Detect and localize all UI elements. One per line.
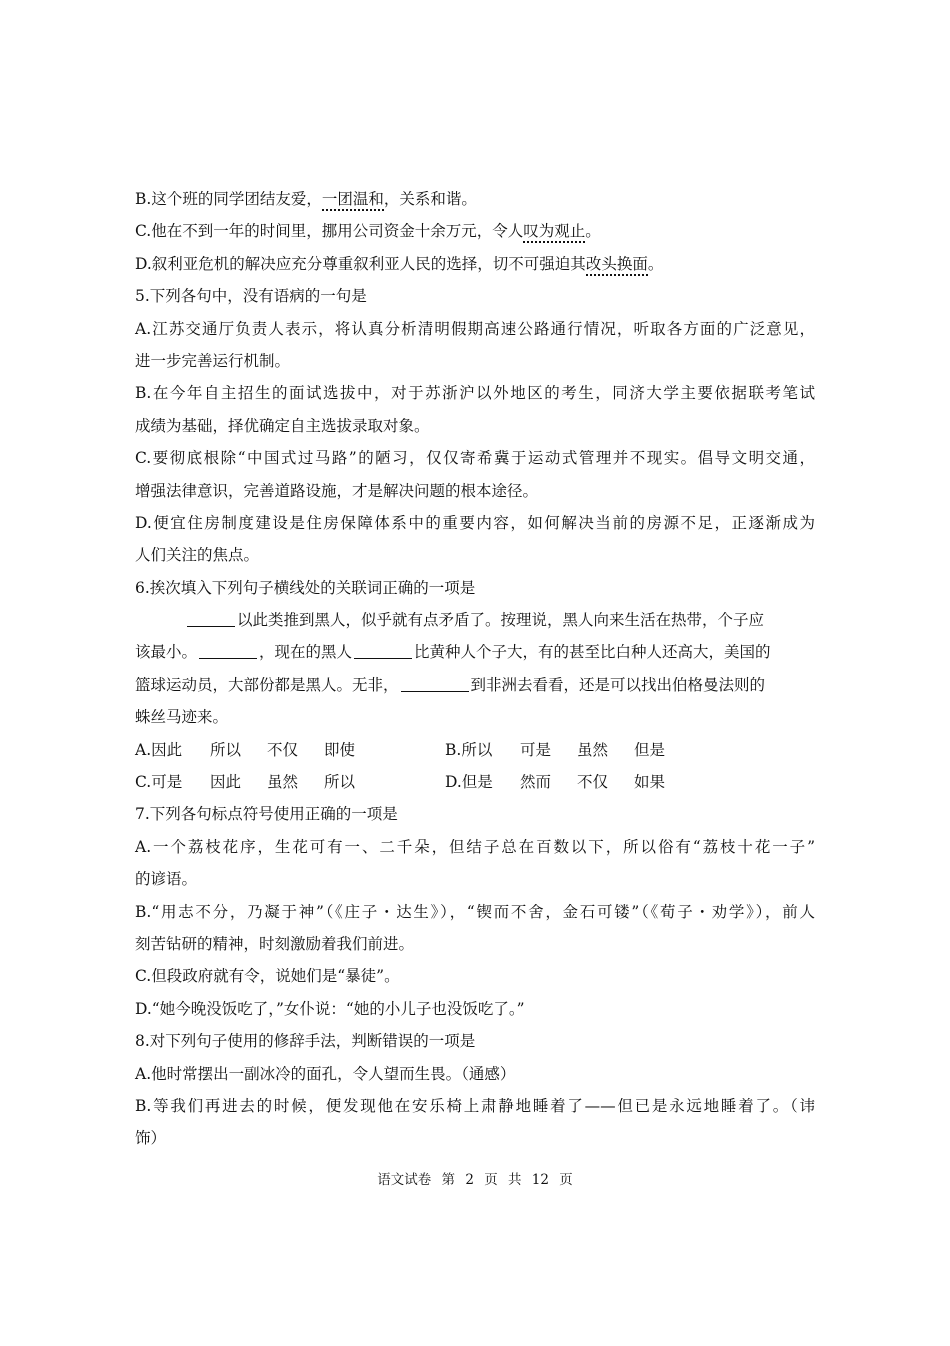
q4-option-c: C.他在不到一年的时间里，挪用公司资金十余万元，令人叹为观止。 [135,215,815,247]
q5-option-d-line1: D.便宜住房制度建设是住房保障体系中的重要内容，如何解决当前的房源不足，正逐渐成为 [135,513,815,532]
q6-passage-line3: 篮球运动员，大部份都是黑人。无非， 到非洲去看看，还是可以找出伯格曼法则的 [135,675,766,694]
q6-option-a: A.因此 所以 不仅 即使 [135,740,356,759]
q6-option-d: D.但是 然而 不仅 如果 [445,773,666,792]
q8-stem: 8.对下列句子使用的修辞手法，判断错误的一项是 [135,1032,476,1051]
q7-option-c: C.但段政府就有令，说她们是“暴徒”。 [135,967,400,986]
answer-blank [187,610,235,627]
answer-blank [199,642,257,659]
q5-option-b-line2: 成绩为基础，择优确定自主选拔录取对象。 [135,416,430,435]
q5-option-d-line2: 人们关注的焦点。 [135,546,260,565]
answer-blank [354,642,412,659]
q8-option-a: A.他时常摆出一副冰冷的面孔，令人望而生畏。（通感） [135,1064,516,1083]
q5-option-a-line2: 进一步完善运行机制。 [135,351,291,370]
q6-passage-line4: 蛛丝马迹来。 [135,708,229,727]
q5-stem: 5.下列各句中，没有语病的一句是 [135,287,367,306]
dotted-phrase: 叹为观止 [523,222,585,243]
dotted-phrase: 改头换面 [586,255,648,276]
page-footer: 语文试卷 第 2 页 共 12 页 [377,1172,573,1188]
q4-option-b: B.这个班的同学团结友爱，一团温和，关系和谐。 [135,183,815,215]
dotted-phrase: 一团温和 [322,190,384,211]
q7-option-b-line1: B.“用志不分，乃凝于神”（《庄子・达生》），“锲而不舍，金石可镂”（《荀子・劝学》），前人 [135,902,815,921]
q6-passage-line2: 该最小。 ，现在的黑人 比黄种人个子大，有的甚至比白种人还高大，美国的 [135,643,771,662]
q7-option-b-line2: 刻苦钻研的精神，时刻激励着我们前进。 [135,934,415,953]
q5-option-c-line2: 增强法律意识，完善道路设施，才是解决问题的根本途径。 [135,481,539,500]
q7-stem: 7.下列各句标点符号使用正确的一项是 [135,805,398,824]
q5-option-a-line1: A.江苏交通厅负责人表示，将认真分析清明假期高速公路通行情况，听取各方面的广泛意见， [135,319,815,338]
q6-option-b: B.所以 可是 虽然 但是 [445,740,666,759]
q6-stem: 6.挨次填入下列句子横线处的关联词正确的一项是 [135,578,476,597]
q6-passage-line1: 以此类推到黑人，似乎就有点矛盾了。按理说，黑人向来生活在热带，个子应 [135,604,815,636]
q8-option-b-line1: B.等我们再进去的时候，便发现他在安乐椅上肃静地睡着了——但已是永远地睡着了。（讳 [135,1096,815,1115]
page-content [135,183,815,1155]
q7-option-a-line1: A.一个荔枝花序，生花可有一、二千朵，但结子总在百数以下，所以俗有“荔枝十花一子” [135,837,815,856]
q6-options-row2 [135,766,815,798]
answer-blank [401,675,469,692]
q8-option-b-line2: 饰） [135,1129,167,1148]
q6-options-row1 [135,734,815,766]
q7-option-a-line2: 的谚语。 [135,870,198,889]
q4-option-d: D.叙利亚危机的解决应充分尊重叙利亚人民的选择，切不可强迫其改头换面。 [135,248,815,280]
q7-option-d: D.“她今晚没饭吃了，”女仆说：“她的小儿子也没饭吃了。” [135,999,525,1018]
q5-option-b-line1: B.在今年自主招生的面试选拔中，对于苏浙沪以外地区的考生，同济大学主要依据联考笔试 [135,384,815,403]
q5-option-c-line1: C.要彻底根除“中国式过马路”的陋习，仅仅寄希冀于运动式管理并不现实。倡导文明交通， [135,449,815,468]
q6-option-c: C.可是 因此 虽然 所以 [135,773,356,792]
